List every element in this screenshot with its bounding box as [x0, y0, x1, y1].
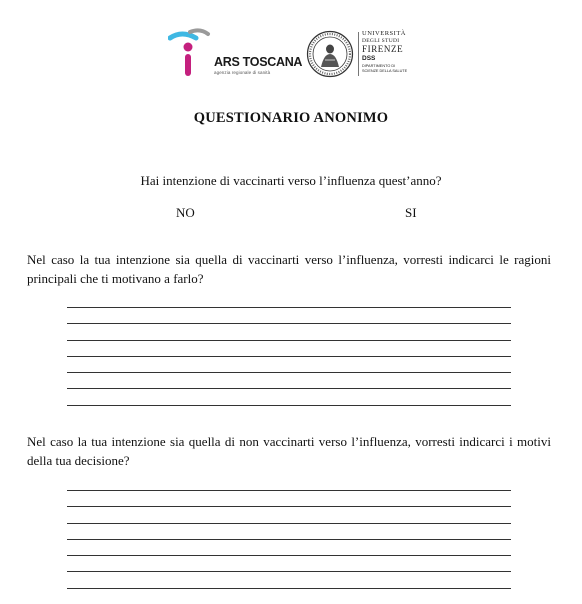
answer-line[interactable]: [67, 555, 511, 556]
option-no[interactable]: NO: [176, 205, 195, 220]
unifi-dss-logo: [306, 28, 416, 80]
answer-line[interactable]: [67, 571, 511, 572]
unifi-logo-text: UNIVERSITÀ DEGLI STUDI FIRENZE DSS DIPARTIMENTO DI SCIENZE DELLA SALUTE: [362, 30, 408, 73]
answer-line[interactable]: [67, 490, 511, 491]
ars-toscana-logo: [168, 28, 303, 78]
answer-line[interactable]: [67, 523, 511, 524]
ars-figure-icon: [168, 28, 212, 78]
option-si[interactable]: SI: [405, 205, 417, 220]
reasons-question: Nel caso la tua intenzione sia quella di vaccinarti verso l’influenza, vorresti indicarci le ragioni principali che ti motivano a farlo?: [27, 252, 551, 286]
document-header: [0, 24, 582, 84]
answer-line[interactable]: [67, 405, 511, 406]
page-title: QUESTIONARIO ANONIMO: [193, 110, 389, 126]
answer-line[interactable]: [67, 388, 511, 389]
answer-line[interactable]: [67, 356, 511, 357]
ars-logo-subtitle: agenzia regionale di sanità: [214, 70, 271, 75]
ars-logo-name: ARS TOSCANA: [214, 55, 303, 69]
motives-answer-lines[interactable]: [67, 490, 511, 604]
answer-line[interactable]: [67, 323, 511, 324]
answer-line[interactable]: [67, 307, 511, 308]
answer-line[interactable]: [67, 372, 511, 373]
answer-line[interactable]: [67, 539, 511, 540]
reasons-answer-lines[interactable]: [67, 307, 511, 421]
answer-line[interactable]: [67, 506, 511, 507]
answer-line[interactable]: [67, 340, 511, 341]
vaccination-question: Hai intenzione di vaccinarti verso l’influenza quest’anno?: [140, 173, 442, 188]
motives-question: Nel caso la tua intenzione sia quella di non vaccinarti verso l’influenza, vorresti indicarci i motivi della tua decisione?: [27, 434, 551, 468]
answer-line[interactable]: [67, 588, 511, 589]
university-seal-icon: [306, 30, 354, 78]
logo-divider: [358, 32, 359, 76]
